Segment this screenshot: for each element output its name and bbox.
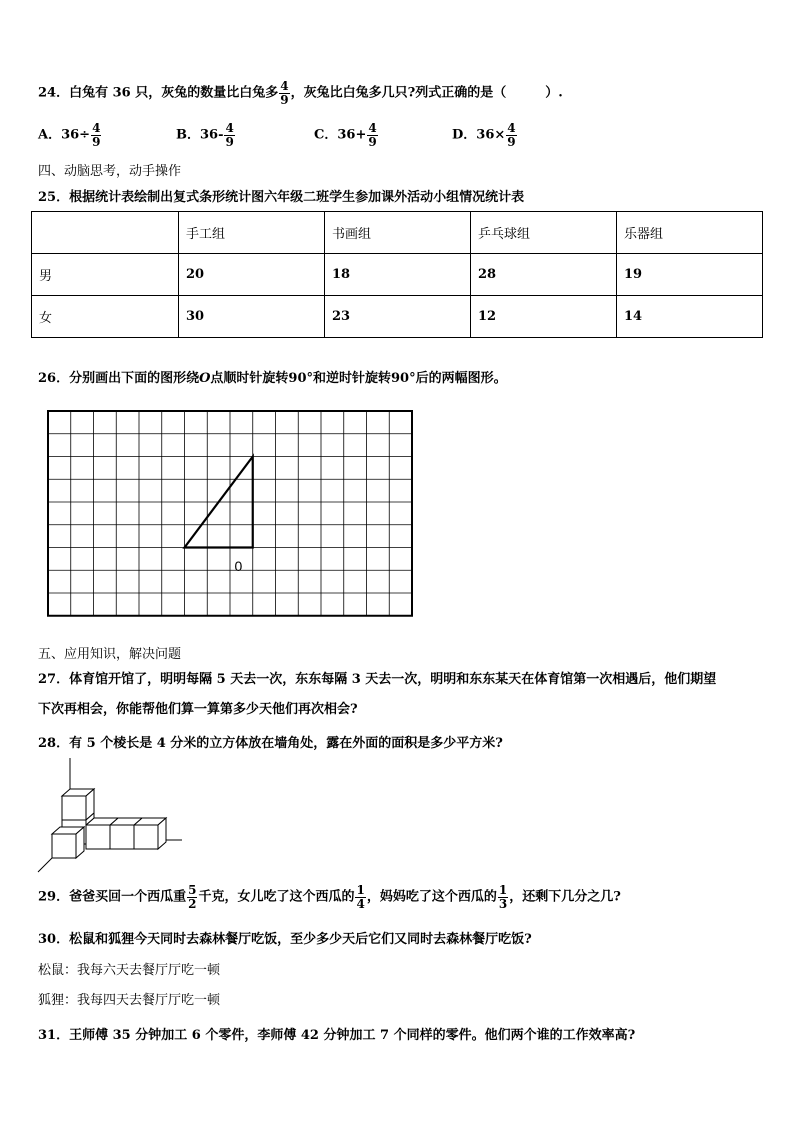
table-cell: 14 xyxy=(617,296,763,338)
q29-question: 29．爸爸买回一个西瓜重 $\frac{5}{2}$ 千克，女儿吃了这个西瓜的 $\frac{1}{4}$ ，妈妈吃了这个西瓜的 $\frac{1}{3}$ ，还剩下几分之几? xyxy=(38,883,621,911)
activity-stats-table xyxy=(31,211,763,338)
table-row-girls xyxy=(32,296,763,338)
q24-option-a[interactable]: A．36÷ $\frac{4}{9}$ xyxy=(38,121,101,149)
q24-question: 24．白兔有 36 只，灰兔的数量比白兔多 $\frac{4}{9}$ ，灰兔比白兔多几只?列式正确的是（ ）. xyxy=(38,79,563,107)
table-header-cell: 书画组 xyxy=(325,212,471,254)
q25-question: 25．根据统计表绘制出复式条形统计图六年级二班学生参加课外活动小组情况统计表 xyxy=(38,190,525,205)
section-4-heading: 四、动脑思考，动手操作 xyxy=(38,164,182,179)
table-header-cell xyxy=(32,212,179,254)
table-header-cell: 乐器组 xyxy=(617,212,763,254)
table-header-row xyxy=(32,212,763,254)
table-cell: 23 xyxy=(325,296,471,338)
table-cell: 男 xyxy=(32,254,179,296)
table-cell: 18 xyxy=(325,254,471,296)
q28-question: 28．有 5 个棱长是 4 分米的立方体放在墙角处，露在外面的面积是多少平方米? xyxy=(38,736,503,751)
q24-option-c[interactable]: C．36+ $\frac{4}{9}$ xyxy=(314,121,377,149)
table-cell: 女 xyxy=(32,296,179,338)
table-cell: 19 xyxy=(617,254,763,296)
wall-edge-diagonal xyxy=(38,858,52,872)
cube xyxy=(62,796,86,820)
q27-question-line2: 下次再相会，你能帮他们算一算第多少天他们再次相会? xyxy=(38,702,358,717)
q30-squirrel-line: 松鼠：我每六天去餐厅厅吃一顿 xyxy=(38,963,221,978)
point-o-label: 0 xyxy=(234,558,243,575)
q27-question-line1: 27．体育馆开馆了，明明每隔 5 天去一次，东东每隔 3 天去一次，明明和东东某天在体育馆第一次相遇后，他们期望 xyxy=(38,672,717,687)
table-cell: 30 xyxy=(179,296,325,338)
q30-question: 30．松鼠和狐狸今天同时去森林餐厅吃饭，至少多少天后它们又同时去森林餐厅吃饭? xyxy=(38,932,532,947)
q30-fox-line: 狐狸：我每四天去餐厅厅吃一顿 xyxy=(38,993,221,1008)
table-cell: 20 xyxy=(179,254,325,296)
q26-question: 26．分别画出下面的图形绕O点顺时针旋转90°和逆时针旋转90°后的两幅图形。 xyxy=(38,371,507,386)
q24-option-b[interactable]: B．36- $\frac{4}{9}$ xyxy=(176,121,234,149)
q24-options xyxy=(38,122,598,162)
q24-fraction: $\frac{4}{9}$ xyxy=(280,79,289,107)
table-cell: 28 xyxy=(471,254,617,296)
table-header-cell: 乒乓球组 xyxy=(471,212,617,254)
rotation-grid[interactable] xyxy=(46,409,414,619)
cubes-figure xyxy=(36,756,186,876)
section-5-heading: 五、应用知识，解决问题 xyxy=(38,647,182,662)
table-cell: 12 xyxy=(471,296,617,338)
table-row-boys xyxy=(32,254,763,296)
q31-question: 31．王师傅 35 分钟加工 6 个零件，李师傅 42 分钟加工 7 个同样的零件。他们两个谁的工作效率高? xyxy=(38,1028,636,1043)
table-header-cell: 手工组 xyxy=(179,212,325,254)
q24-option-d[interactable]: D．36× $\frac{4}{9}$ xyxy=(452,121,516,149)
